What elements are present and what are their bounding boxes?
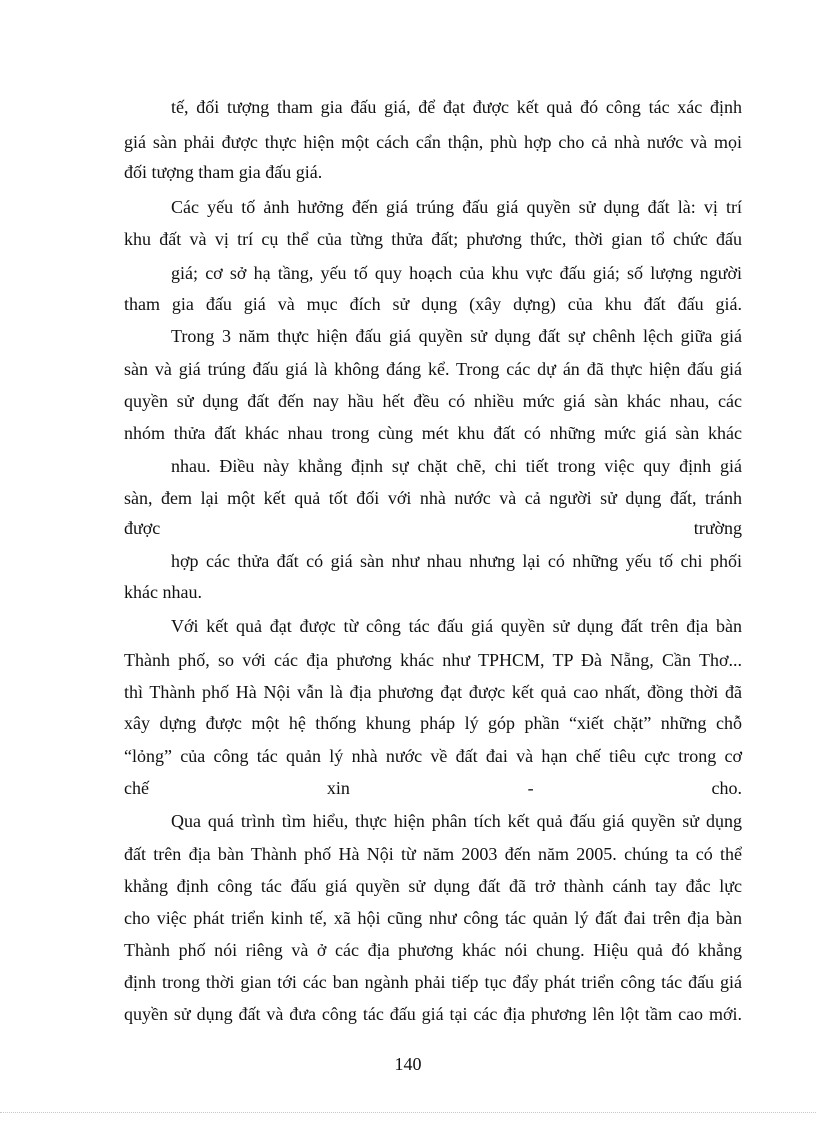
text-line: chế xin - cho.: [124, 778, 742, 798]
text-line: tham gia đấu giá và mục đích sử dụng (xây dựng) của khu đất đấu giá.: [124, 294, 742, 314]
text-line: “lỏng” của công tác quản lý nhà nước về đất đai và hạn chế tiêu cực trong cơ: [124, 746, 742, 766]
text-line: cho việc phát triển kinh tế, xã hội cũng như công tác quản lý đất đai trên địa bàn: [124, 908, 742, 928]
text-line: sàn, đem lại một kết quả tốt đối với nhà nước và cả người sử dụng đất, tránh: [124, 488, 742, 508]
text-line: định trong thời gian tới các ban ngành phải tiếp tục đẩy phát triển công tác đấu giá: [124, 972, 742, 992]
text-line: Thành phố, so với các địa phương khác như TPHCM, TP Đà Nẵng, Cần Thơ...: [124, 650, 742, 670]
text-line: đối tượng tham gia đấu giá.: [124, 162, 323, 182]
text-line: quyền sử dụng đất và đưa công tác đấu giá tại các địa phương lên lột tầm cao mới.: [124, 1004, 742, 1024]
text-line: khác nhau.: [124, 582, 202, 602]
text-line: nhóm thửa đất khác nhau trong cùng mét khu đất có những mức giá sàn khác: [124, 423, 742, 443]
page-bottom-divider: [0, 1112, 816, 1113]
page-number: 140: [394, 1054, 422, 1074]
text-line: Thành phố nói riêng và ở các địa phương khác nói chung. Hiệu quả đó khẳng: [124, 940, 742, 960]
text-line: sàn và giá trúng đấu giá là không đáng kể. Trong các dự án đã thực hiện đấu giá: [124, 359, 742, 379]
text-line: Qua quá trình tìm hiểu, thực hiện phân tích kết quả đấu giá quyền sử dụng: [171, 811, 742, 831]
text-line: hợp các thửa đất có giá sàn như nhau nhưng lại có những yếu tố chi phối: [171, 551, 742, 571]
text-line: đất trên địa bàn Thành phố Hà Nội từ năm 2003 đến năm 2005. chúng ta có thể: [124, 844, 742, 864]
text-line: thì Thành phố Hà Nội vẫn là địa phương đạt được kết quả cao nhất, đồng thời đã: [124, 682, 742, 702]
text-line: tế, đối tượng tham gia đấu giá, để đạt được kết quả đó công tác xác định: [171, 97, 742, 117]
text-line: được trường: [124, 518, 742, 538]
text-line: khu đất và vị trí cụ thể của từng thửa đất; phương thức, thời gian tổ chức đấu: [124, 229, 742, 249]
text-line: khẳng định công tác đấu giá quyền sử dụng đất đã trở thành cánh tay đắc lực: [124, 876, 742, 896]
text-line: Các yếu tố ảnh hưởng đến giá trúng đấu giá quyền sử dụng đất là: vị trí: [171, 197, 742, 217]
text-line: xây dựng được một hệ thống khung pháp lý góp phần “xiết chặt” những chỗ: [124, 713, 742, 733]
text-line: nhau. Điều này khẳng định sự chặt chẽ, chi tiết trong việc quy định giá: [171, 456, 742, 476]
text-line: Trong 3 năm thực hiện đấu giá quyền sử dụng đất sự chênh lệch giữa giá: [171, 326, 742, 346]
text-line: Với kết quả đạt được từ công tác đấu giá quyền sử dụng đất trên địa bàn: [171, 616, 742, 636]
text-line: quyền sử dụng đất đến nay hầu hết đều có nhiều mức giá sàn khác nhau, các: [124, 391, 742, 411]
text-line: giá sàn phải được thực hiện một cách cẩn thận, phù hợp cho cả nhà nước và mọi: [124, 132, 742, 152]
text-line: giá; cơ sở hạ tầng, yếu tố quy hoạch của khu vực đấu giá; số lượng người: [171, 263, 742, 283]
